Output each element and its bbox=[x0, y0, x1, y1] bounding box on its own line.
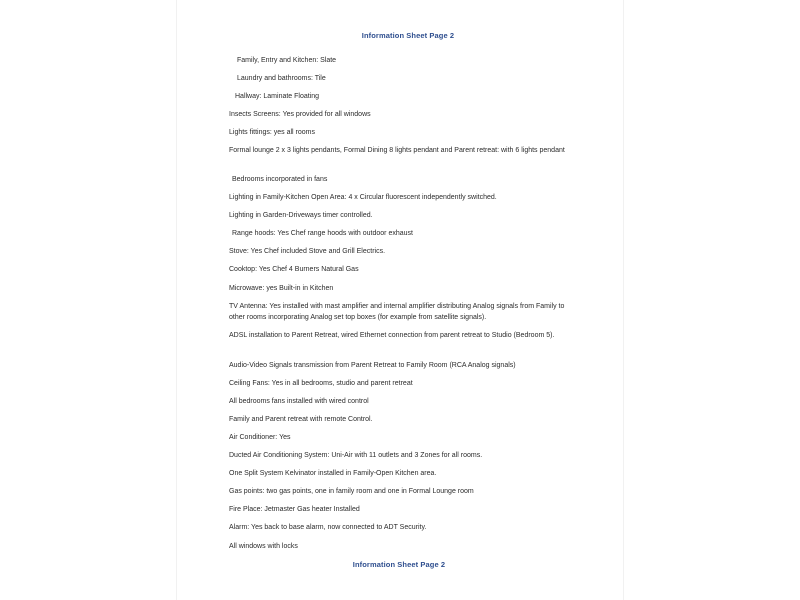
text-line: Lighting in Garden-Driveways timer controlled. bbox=[229, 212, 373, 219]
text-line: Alarm: Yes back to base alarm, now connected to ADT Security. bbox=[229, 524, 427, 531]
document-page bbox=[177, 0, 623, 600]
page-heading: Information Sheet Page 2 bbox=[361, 31, 455, 40]
text-line: Microwave: yes Built-in in Kitchen bbox=[229, 285, 334, 292]
text-line: All bedrooms fans installed with wired control bbox=[229, 398, 369, 405]
page-footer: Information Sheet Page 2 bbox=[352, 560, 446, 569]
text-line: Lights fittings: yes all rooms bbox=[229, 129, 315, 136]
text-line: Family, Entry and Kitchen: Slate bbox=[237, 57, 337, 64]
text-line: Hallway: Laminate Floating bbox=[235, 93, 320, 100]
text-line: ADSL installation to Parent Retreat, wired Ethernet connection from parent retreat to Studio (Bedroom 5). bbox=[229, 332, 555, 339]
text-line: Ceiling Fans: Yes in all bedrooms, studio and parent retreat bbox=[229, 380, 413, 387]
text-line: Cooktop: Yes Chef 4 Burners Natural Gas bbox=[229, 266, 359, 273]
text-line: One Split System Kelvinator installed in Family-Open Kitchen area. bbox=[229, 470, 437, 477]
text-line: Gas points: two gas points, one in family room and one in Formal Lounge room bbox=[229, 488, 474, 495]
text-line: TV Antenna: Yes installed with mast amplifier and internal amplifier distributing Analog signals from Family to other rooms incorporating Analog set top boxes (for example from satellite signals). bbox=[229, 303, 565, 321]
text-line: Bedrooms incorporated in fans bbox=[232, 176, 328, 183]
text-line: Ducted Air Conditioning System: Uni-Air with 11 outlets and 3 Zones for all rooms. bbox=[229, 452, 483, 459]
text-line: All windows with locks bbox=[229, 543, 298, 550]
text-line: Range hoods: Yes Chef range hoods with outdoor exhaust bbox=[232, 230, 413, 237]
text-line: Laundry and bathrooms: Tile bbox=[237, 75, 326, 82]
text-line: Formal lounge 2 x 3 lights pendants, Formal Dining 8 lights pendant and Parent retreat: with 6 lights pendant bbox=[229, 147, 565, 154]
text-line: Stove: Yes Chef included Stove and Grill Electrics. bbox=[229, 248, 386, 255]
text-line: Audio-Video Signals transmission from Parent Retreat to Family Room (RCA Analog signals) bbox=[229, 362, 516, 369]
text-line: Lighting in Family-Kitchen Open Area: 4 x Circular fluorescent independently switched. bbox=[229, 194, 497, 201]
text-line: Family and Parent retreat with remote Control. bbox=[229, 416, 373, 423]
text-line: Fire Place: Jetmaster Gas heater Installed bbox=[229, 506, 360, 513]
text-line: Air Conditioner: Yes bbox=[229, 434, 291, 441]
text-line: Insects Screens: Yes provided for all windows bbox=[229, 111, 371, 118]
